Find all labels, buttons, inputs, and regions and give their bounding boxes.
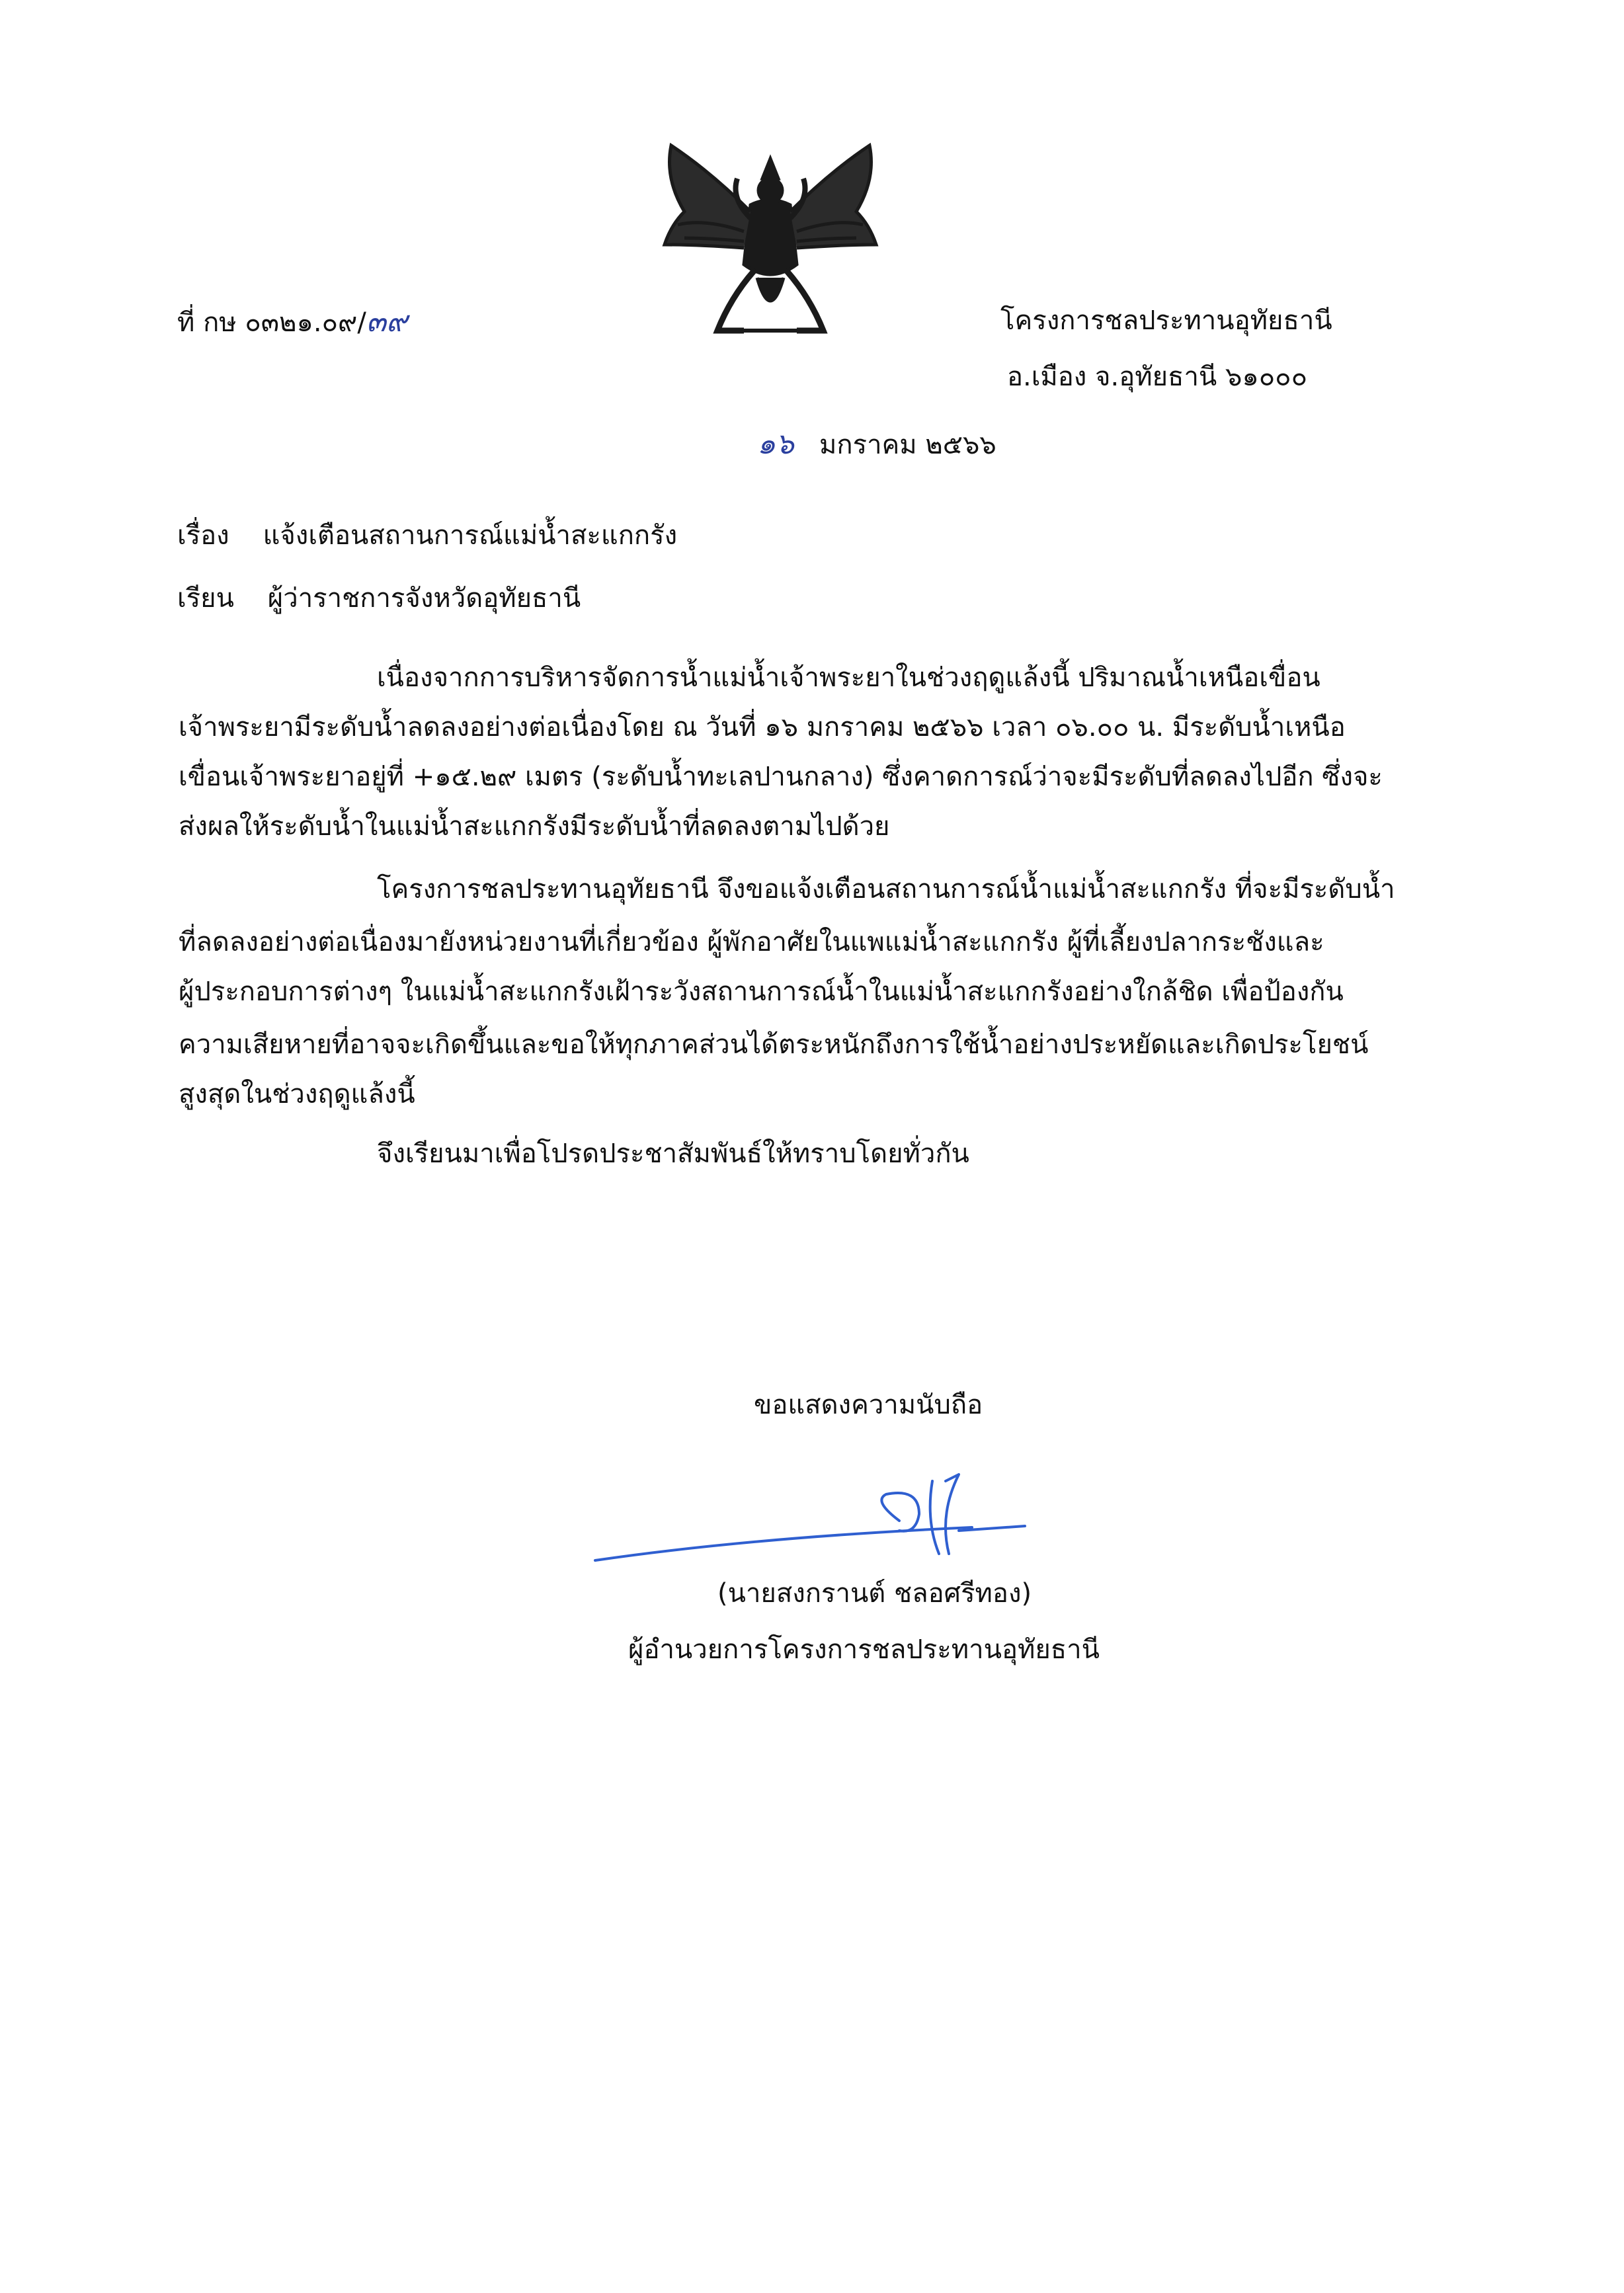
document-number [177, 307, 407, 337]
subject-label: เรื่อง [177, 520, 229, 551]
subject-text: แจ้งเตือนสถานการณ์แม่น้ำสะแกกรัง [263, 520, 678, 551]
closing-request: จึงเรียนมาเพื่อโปรดประชาสัมพันธ์ให้ทราบโดยทั่วกัน [377, 1139, 969, 1169]
paragraph-2-line: ผู้ประกอบการต่างๆ ในแม่น้ำสะแกกรังเฝ้าระวังสถานการณ์น้ำในแม่น้ำสะแกกรังอย่างใกล้ชิด เพื่อป้องกัน [179, 977, 1344, 1007]
signer-name: (นายสงกรานต์ ชลอศรีทอง) [717, 1578, 1032, 1609]
organization-address: อ.เมือง จ.อุทัยธานี ๖๑๐๐๐ [1007, 362, 1307, 392]
paragraph-2-line: ที่ลดลงอย่างต่อเนื่องมายังหน่วยงานที่เกี่ยวข้อง ผู้พักอาศัยในแพแม่น้ำสะแกกรัง ผู้ที่เลี้ยงปลากระชังและ [179, 927, 1324, 957]
recipient-line [177, 585, 581, 612]
garuda-emblem-icon [645, 132, 896, 350]
document-number-handwritten: ๓๙ [366, 305, 408, 339]
organization-name: โครงการชลประทานอุทัยธานี [1000, 305, 1332, 336]
closing-salutation: ขอแสดงความนับถือ [754, 1390, 983, 1420]
subject-line [177, 522, 677, 549]
recipient-text: ผู้ว่าราชการจังหวัดอุทัยธานี [267, 583, 581, 614]
paragraph-1-line: เจ้าพระยามีระดับน้ำลดลงอย่างต่อเนื่องโดย ณ วันที่ ๑๖ มกราคม ๒๕๖๖ เวลา ๐๖.๐๐ น. มีระดับน้ำเหนือ [179, 712, 1346, 743]
paragraph-1-line: เขื่อนเจ้าพระยาอยู่ที่ +๑๕.๒๙ เมตร (ระดับน้ำทะเลปานกลาง) ซึ่งคาดการณ์ว่าจะมีระดับที่ลดลงไปอีก ซึ่งจะ [179, 762, 1383, 792]
date-month-year: มกราคม ๒๕๖๖ [819, 430, 996, 460]
signer-position: ผู้อำนวยการโครงการชลประทานอุทัยธานี [628, 1634, 1100, 1665]
paragraph-2-line: โครงการชลประทานอุทัยธานี จึงขอแจ้งเตือนสถานการณ์น้ำแม่น้ำสะแกกรัง ที่จะมีระดับน้ำ [377, 874, 1395, 905]
paragraph-2-line: สูงสุดในช่วงฤดูแล้งนี้ [179, 1079, 415, 1109]
paragraph-1-line: ส่งผลให้ระดับน้ำในแม่น้ำสะแกกรังมีระดับน้ำที่ลดลงตามไปด้วย [179, 811, 890, 842]
document-date [757, 427, 996, 461]
document-number-prefix: ที่ กษ ๐๓๒๑.๐๙/ [177, 307, 366, 338]
paragraph-1-line: เนื่องจากการบริหารจัดการน้ำแม่น้ำเจ้าพระยาในช่วงฤดูแล้งนี้ ปริมาณน้ำเหนือเขื่อน [377, 663, 1320, 693]
date-day-handwritten: ๑๖ [757, 427, 794, 461]
recipient-label: เรียน [177, 583, 234, 614]
handwritten-signature [589, 1455, 1038, 1580]
paragraph-2-line: ความเสียหายที่อาจจะเกิดขึ้นและขอให้ทุกภาคส่วนได้ตระหนักถึงการใช้น้ำอย่างประหยัดและเกิดประโยชน์ [179, 1029, 1369, 1060]
